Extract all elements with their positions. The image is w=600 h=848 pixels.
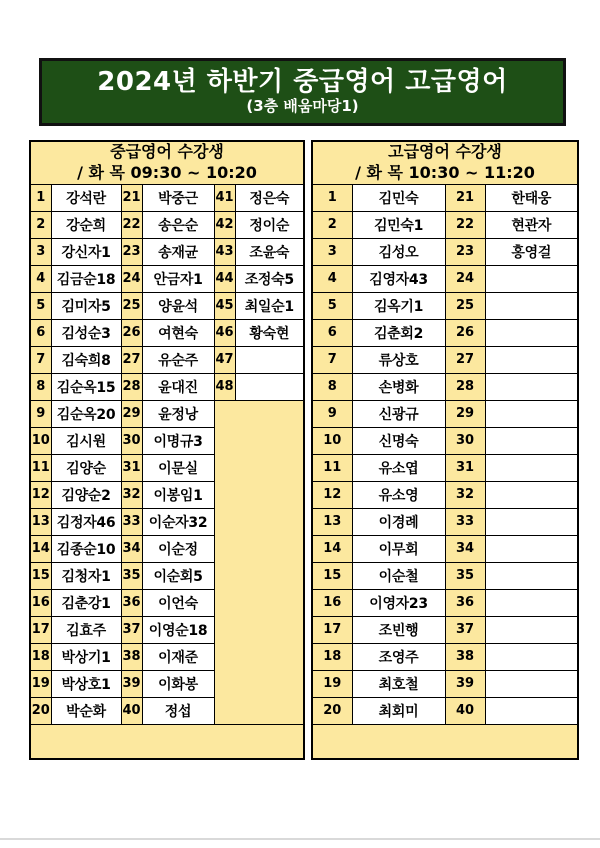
student-name-cell: 김양순2 bbox=[51, 481, 121, 508]
student-name-cell: 안금자1 bbox=[142, 265, 214, 292]
roster-row bbox=[312, 589, 578, 616]
student-name-cell: 최회미 bbox=[352, 697, 445, 724]
student-name-cell: 조윤숙 bbox=[235, 238, 304, 265]
student-number-cell: 38 bbox=[121, 643, 142, 670]
student-number-cell: 28 bbox=[121, 373, 142, 400]
roster-row bbox=[30, 373, 304, 400]
student-number-cell: 39 bbox=[121, 670, 142, 697]
student-name-cell: 이영순18 bbox=[142, 616, 214, 643]
advanced-table-title: 고급영어 수강생 bbox=[388, 142, 502, 161]
intermediate-table-header bbox=[30, 141, 304, 184]
student-name-cell: 김민숙1 bbox=[352, 211, 445, 238]
student-name-cell bbox=[485, 454, 578, 481]
student-name-cell: 신명숙 bbox=[352, 427, 445, 454]
roster-row bbox=[312, 400, 578, 427]
student-name-cell bbox=[485, 481, 578, 508]
page-subtitle: (3층 배움마당1) bbox=[246, 97, 359, 116]
student-number-cell: 40 bbox=[445, 697, 485, 724]
student-name-cell: 송은순 bbox=[142, 211, 214, 238]
student-number-cell: 23 bbox=[121, 238, 142, 265]
student-number-cell: 36 bbox=[121, 589, 142, 616]
student-name-cell: 최호철 bbox=[352, 670, 445, 697]
student-number-cell: 33 bbox=[445, 508, 485, 535]
roster-row bbox=[30, 319, 304, 346]
intermediate-table-footer-blank bbox=[30, 724, 304, 759]
student-number-cell: 34 bbox=[445, 535, 485, 562]
student-name-cell: 한태웅 bbox=[485, 184, 578, 211]
roster-row bbox=[312, 346, 578, 373]
student-number-cell: 36 bbox=[445, 589, 485, 616]
student-name-cell: 손병화 bbox=[352, 373, 445, 400]
student-name-cell: 이순자32 bbox=[142, 508, 214, 535]
student-number-cell: 5 bbox=[312, 292, 352, 319]
student-name-cell: 조빈행 bbox=[352, 616, 445, 643]
roster-row bbox=[30, 400, 304, 427]
student-number-cell: 2 bbox=[312, 211, 352, 238]
student-name-cell bbox=[485, 670, 578, 697]
roster-row bbox=[312, 319, 578, 346]
student-number-cell: 44 bbox=[214, 265, 235, 292]
roster-row bbox=[312, 697, 578, 724]
student-name-cell: 유소엽 bbox=[352, 454, 445, 481]
roster-row bbox=[312, 292, 578, 319]
advanced-table-header bbox=[312, 141, 578, 184]
student-name-cell: 황숙현 bbox=[235, 319, 304, 346]
student-number-cell: 10 bbox=[30, 427, 51, 454]
student-number-cell: 22 bbox=[121, 211, 142, 238]
student-name-cell bbox=[485, 562, 578, 589]
student-name-cell bbox=[485, 508, 578, 535]
student-number-cell: 7 bbox=[312, 346, 352, 373]
student-name-cell: 김종순10 bbox=[51, 535, 121, 562]
student-name-cell bbox=[485, 346, 578, 373]
roster-row bbox=[312, 670, 578, 697]
student-name-cell: 정섭 bbox=[142, 697, 214, 724]
student-number-cell: 46 bbox=[214, 319, 235, 346]
student-number-cell: 31 bbox=[121, 454, 142, 481]
roster-row bbox=[30, 238, 304, 265]
student-number-cell: 13 bbox=[312, 508, 352, 535]
student-number-cell: 1 bbox=[30, 184, 51, 211]
student-name-cell: 이영자23 bbox=[352, 589, 445, 616]
student-name-cell: 현관자 bbox=[485, 211, 578, 238]
student-name-cell: 조영주 bbox=[352, 643, 445, 670]
student-name-cell bbox=[485, 400, 578, 427]
student-number-cell: 23 bbox=[445, 238, 485, 265]
roster-row bbox=[312, 373, 578, 400]
student-name-cell: 이경례 bbox=[352, 508, 445, 535]
student-number-cell: 21 bbox=[445, 184, 485, 211]
student-name-cell: 정이순 bbox=[235, 211, 304, 238]
student-name-cell: 윤대진 bbox=[142, 373, 214, 400]
student-name-cell: 김영자43 bbox=[352, 265, 445, 292]
student-number-cell: 24 bbox=[121, 265, 142, 292]
student-number-cell: 31 bbox=[445, 454, 485, 481]
advanced-table-schedule: / 화 목 10:30 ~ 11:20 bbox=[355, 162, 535, 182]
student-number-cell: 29 bbox=[445, 400, 485, 427]
student-number-cell: 14 bbox=[312, 535, 352, 562]
student-number-cell: 3 bbox=[312, 238, 352, 265]
roster-row bbox=[312, 265, 578, 292]
advanced-roster-table bbox=[311, 140, 579, 760]
empty-merged-area bbox=[214, 400, 304, 724]
student-number-cell: 2 bbox=[30, 211, 51, 238]
student-name-cell bbox=[485, 427, 578, 454]
student-name-cell bbox=[485, 697, 578, 724]
roster-row bbox=[312, 238, 578, 265]
roster-row bbox=[30, 265, 304, 292]
student-number-cell: 26 bbox=[445, 319, 485, 346]
student-name-cell: 이문실 bbox=[142, 454, 214, 481]
student-number-cell: 14 bbox=[30, 535, 51, 562]
student-name-cell: 김옥기1 bbox=[352, 292, 445, 319]
student-number-cell: 47 bbox=[214, 346, 235, 373]
student-number-cell: 28 bbox=[445, 373, 485, 400]
student-name-cell: 이화봉 bbox=[142, 670, 214, 697]
student-number-cell: 13 bbox=[30, 508, 51, 535]
student-name-cell: 김순옥15 bbox=[51, 373, 121, 400]
student-number-cell: 15 bbox=[30, 562, 51, 589]
student-name-cell: 김순옥20 bbox=[51, 400, 121, 427]
student-number-cell: 16 bbox=[30, 589, 51, 616]
student-number-cell: 48 bbox=[214, 373, 235, 400]
student-name-cell bbox=[485, 643, 578, 670]
student-number-cell: 34 bbox=[121, 535, 142, 562]
roster-row bbox=[30, 184, 304, 211]
roster-row bbox=[30, 292, 304, 319]
student-name-cell: 김시원 bbox=[51, 427, 121, 454]
student-name-cell: 송재균 bbox=[142, 238, 214, 265]
roster-row bbox=[30, 346, 304, 373]
student-name-cell: 양윤석 bbox=[142, 292, 214, 319]
student-name-cell: 김효주 bbox=[51, 616, 121, 643]
student-name-cell: 박상호1 bbox=[51, 670, 121, 697]
student-name-cell: 이재준 bbox=[142, 643, 214, 670]
roster-tables-container bbox=[29, 140, 579, 760]
student-name-cell: 이순회5 bbox=[142, 562, 214, 589]
student-number-cell: 30 bbox=[445, 427, 485, 454]
page-title: 2024년 하반기 중급영어 고급영어 bbox=[97, 67, 508, 98]
roster-row bbox=[312, 454, 578, 481]
roster-row bbox=[30, 211, 304, 238]
student-number-cell: 11 bbox=[30, 454, 51, 481]
student-name-cell: 박상기1 bbox=[51, 643, 121, 670]
roster-row bbox=[312, 184, 578, 211]
student-name-cell: 박중근 bbox=[142, 184, 214, 211]
student-number-cell: 15 bbox=[312, 562, 352, 589]
student-name-cell: 홍영걸 bbox=[485, 238, 578, 265]
roster-row bbox=[312, 616, 578, 643]
student-number-cell: 24 bbox=[445, 265, 485, 292]
student-name-cell: 조정숙5 bbox=[235, 265, 304, 292]
student-name-cell: 김청자1 bbox=[51, 562, 121, 589]
student-name-cell: 이순정 bbox=[142, 535, 214, 562]
student-name-cell: 유소영 bbox=[352, 481, 445, 508]
student-number-cell: 27 bbox=[121, 346, 142, 373]
student-name-cell: 박순화 bbox=[51, 697, 121, 724]
student-number-cell: 35 bbox=[121, 562, 142, 589]
student-name-cell bbox=[485, 319, 578, 346]
student-number-cell: 35 bbox=[445, 562, 485, 589]
student-name-cell: 김성순3 bbox=[51, 319, 121, 346]
student-name-cell bbox=[485, 616, 578, 643]
student-name-cell: 김성오 bbox=[352, 238, 445, 265]
student-name-cell: 이봉임1 bbox=[142, 481, 214, 508]
student-number-cell: 32 bbox=[445, 481, 485, 508]
student-number-cell: 10 bbox=[312, 427, 352, 454]
student-name-cell: 김정자46 bbox=[51, 508, 121, 535]
roster-row bbox=[312, 562, 578, 589]
student-number-cell: 17 bbox=[30, 616, 51, 643]
student-number-cell: 11 bbox=[312, 454, 352, 481]
student-number-cell: 43 bbox=[214, 238, 235, 265]
student-name-cell: 김춘강1 bbox=[51, 589, 121, 616]
roster-row bbox=[312, 535, 578, 562]
student-number-cell: 16 bbox=[312, 589, 352, 616]
student-number-cell: 18 bbox=[312, 643, 352, 670]
student-number-cell: 4 bbox=[312, 265, 352, 292]
student-name-cell bbox=[235, 346, 304, 373]
student-name-cell: 김민숙 bbox=[352, 184, 445, 211]
student-number-cell: 42 bbox=[214, 211, 235, 238]
roster-row bbox=[312, 427, 578, 454]
roster-row bbox=[312, 643, 578, 670]
student-number-cell: 1 bbox=[312, 184, 352, 211]
student-number-cell: 7 bbox=[30, 346, 51, 373]
student-name-cell: 류상호 bbox=[352, 346, 445, 373]
student-name-cell: 김춘회2 bbox=[352, 319, 445, 346]
student-name-cell bbox=[485, 265, 578, 292]
student-name-cell bbox=[485, 292, 578, 319]
student-name-cell: 여현숙 bbox=[142, 319, 214, 346]
roster-row bbox=[312, 211, 578, 238]
student-name-cell: 이무회 bbox=[352, 535, 445, 562]
intermediate-table-schedule: / 화 목 09:30 ~ 10:20 bbox=[77, 162, 257, 182]
student-name-cell: 정은숙 bbox=[235, 184, 304, 211]
student-name-cell: 김양순 bbox=[51, 454, 121, 481]
student-number-cell: 5 bbox=[30, 292, 51, 319]
student-number-cell: 9 bbox=[30, 400, 51, 427]
student-number-cell: 8 bbox=[312, 373, 352, 400]
student-number-cell: 26 bbox=[121, 319, 142, 346]
student-name-cell bbox=[485, 589, 578, 616]
student-number-cell: 40 bbox=[121, 697, 142, 724]
student-name-cell: 김미자5 bbox=[51, 292, 121, 319]
student-name-cell: 이순철 bbox=[352, 562, 445, 589]
student-name-cell: 강석란 bbox=[51, 184, 121, 211]
student-name-cell: 강순희 bbox=[51, 211, 121, 238]
student-number-cell: 32 bbox=[121, 481, 142, 508]
student-number-cell: 21 bbox=[121, 184, 142, 211]
student-number-cell: 45 bbox=[214, 292, 235, 319]
student-number-cell: 29 bbox=[121, 400, 142, 427]
student-number-cell: 6 bbox=[30, 319, 51, 346]
student-number-cell: 27 bbox=[445, 346, 485, 373]
student-name-cell: 김숙희8 bbox=[51, 346, 121, 373]
student-number-cell: 4 bbox=[30, 265, 51, 292]
intermediate-roster-table bbox=[29, 140, 305, 760]
student-number-cell: 30 bbox=[121, 427, 142, 454]
student-number-cell: 22 bbox=[445, 211, 485, 238]
student-name-cell: 신광규 bbox=[352, 400, 445, 427]
student-number-cell: 19 bbox=[30, 670, 51, 697]
student-number-cell: 41 bbox=[214, 184, 235, 211]
student-name-cell: 강신자1 bbox=[51, 238, 121, 265]
roster-row bbox=[312, 481, 578, 508]
student-number-cell: 12 bbox=[30, 481, 51, 508]
student-name-cell: 이언숙 bbox=[142, 589, 214, 616]
student-number-cell: 20 bbox=[30, 697, 51, 724]
student-name-cell: 최일순1 bbox=[235, 292, 304, 319]
page-bottom-edge bbox=[0, 838, 600, 840]
student-number-cell: 9 bbox=[312, 400, 352, 427]
student-number-cell: 38 bbox=[445, 643, 485, 670]
student-number-cell: 20 bbox=[312, 697, 352, 724]
student-number-cell: 39 bbox=[445, 670, 485, 697]
student-name-cell: 김금순18 bbox=[51, 265, 121, 292]
student-name-cell: 이명규3 bbox=[142, 427, 214, 454]
student-number-cell: 33 bbox=[121, 508, 142, 535]
student-name-cell bbox=[235, 373, 304, 400]
advanced-table-footer-blank bbox=[312, 724, 578, 759]
student-number-cell: 25 bbox=[121, 292, 142, 319]
student-number-cell: 37 bbox=[121, 616, 142, 643]
student-name-cell: 윤정낭 bbox=[142, 400, 214, 427]
student-number-cell: 18 bbox=[30, 643, 51, 670]
intermediate-table-title: 중급영어 수강생 bbox=[110, 142, 224, 161]
student-number-cell: 17 bbox=[312, 616, 352, 643]
student-number-cell: 3 bbox=[30, 238, 51, 265]
student-number-cell: 19 bbox=[312, 670, 352, 697]
student-number-cell: 6 bbox=[312, 319, 352, 346]
student-name-cell bbox=[485, 535, 578, 562]
student-number-cell: 12 bbox=[312, 481, 352, 508]
roster-row bbox=[312, 508, 578, 535]
student-name-cell bbox=[485, 373, 578, 400]
student-number-cell: 37 bbox=[445, 616, 485, 643]
student-name-cell: 유순주 bbox=[142, 346, 214, 373]
title-banner bbox=[39, 58, 566, 126]
student-number-cell: 8 bbox=[30, 373, 51, 400]
student-number-cell: 25 bbox=[445, 292, 485, 319]
